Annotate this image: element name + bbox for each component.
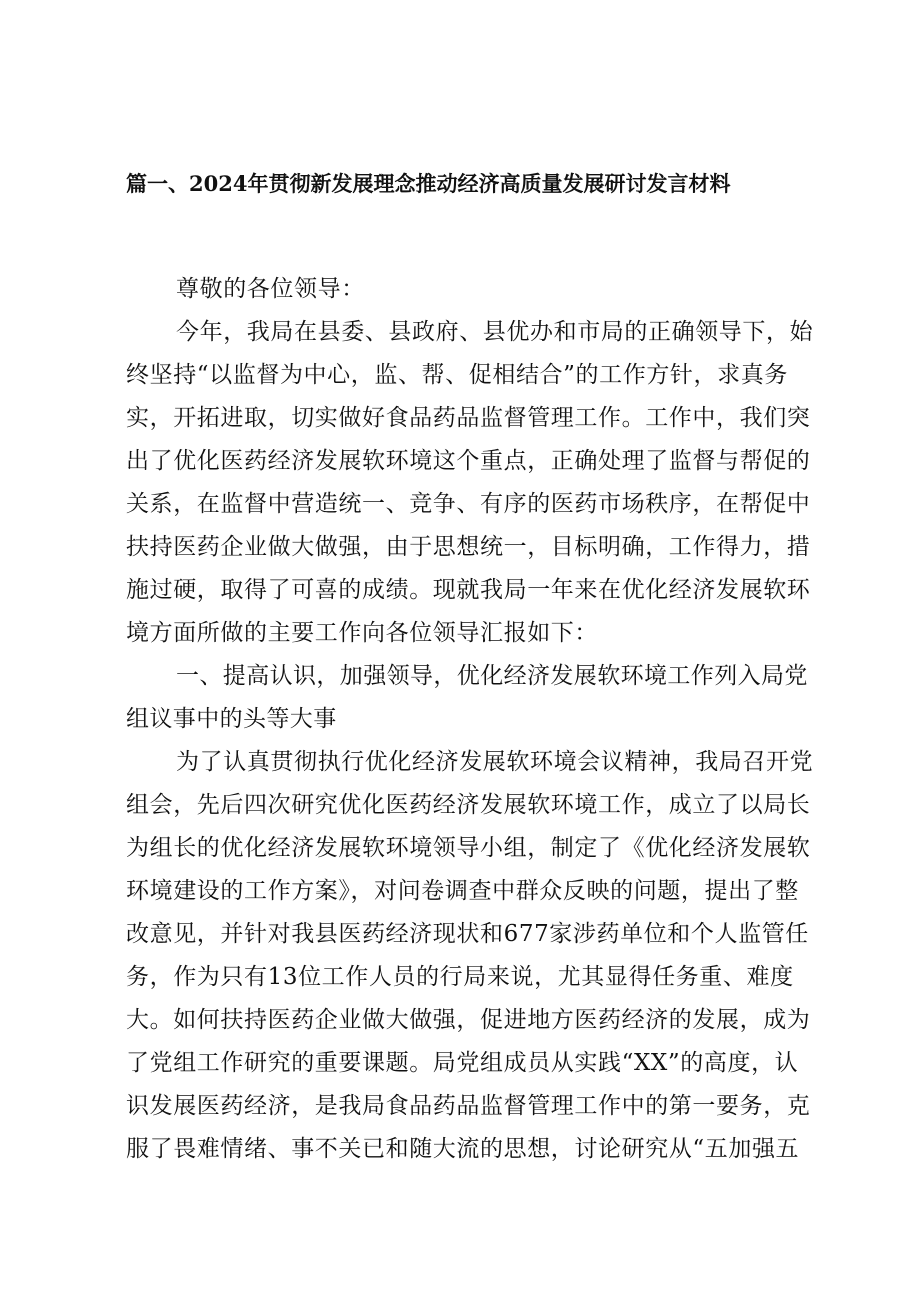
- paragraph-line: 大。如何扶持医药企业做大做强，促进地方医药经济的发展，成为: [126, 1007, 811, 1033]
- paragraph-line: 改意见，并针对我县医药经济现状和677家涉药单位和个人监管任: [126, 921, 809, 947]
- paragraph-line: 境方面所做的主要工作向各位领导汇报如下：: [126, 620, 598, 646]
- paragraph-line: 扶持医药企业做大做强，由于思想统一，目标明确，工作得力，措: [126, 534, 811, 560]
- paragraph-line: 组会，先后四次研究优化医药经济发展软环境工作，成立了以局长: [126, 792, 811, 818]
- paragraph-line: 服了畏难情绪、事不关已和随大流的思想，讨论研究从“五加强五: [126, 1136, 800, 1162]
- section-heading-line: 组议事中的头等大事: [126, 706, 337, 732]
- paragraph-line: 出了优化医药经济发展软环境这个重点，正确处理了监督与帮促的: [126, 448, 811, 474]
- paragraph-line: 施过硬，取得了可喜的成绩。现就我局一年来在优化经济发展软环: [126, 577, 811, 603]
- paragraph-line: 实，开拓进取，切实做好食品药品监督管理工作。工作中，我们突: [126, 405, 811, 431]
- paragraph-line: 终坚持“以监督为中心，监、帮、促相结合”的工作方针，求真务: [126, 362, 788, 388]
- paragraph-line: 务，作为只有13位工作人员的行局来说，尤其显得任务重、难度: [126, 964, 794, 990]
- document-title: 篇一、2024年贯彻新发展理念推动经济高质量发展研讨发言材料: [126, 171, 731, 196]
- paragraph-line: 关系，在监督中营造统一、竞争、有序的医药市场秩序，在帮促中: [126, 491, 811, 517]
- salutation: 尊敬的各位领导：: [176, 276, 365, 302]
- section-heading-line: 一、提高认识，加强领导，优化经济发展软环境工作列入局党: [176, 663, 808, 689]
- paragraph-line: 了党组工作研究的重要课题。局党组成员从实践“XX”的高度，认: [126, 1050, 799, 1076]
- paragraph-line: 环境建设的工作方案》，对问卷调查中群众反映的问题，提出了整: [126, 878, 799, 904]
- paragraph-line: 为组长的优化经济发展软环境领导小组，制定了《优化经济发展软: [126, 835, 811, 861]
- paragraph-line: 为了认真贯彻执行优化经济发展软环境会议精神，我局召开党: [176, 749, 814, 775]
- paragraph-line: 识发展医药经济，是我局食品药品监督管理工作中的第一要务，克: [126, 1093, 811, 1119]
- paragraph-line: 今年，我局在县委、县政府、县优办和市局的正确领导下，始: [176, 319, 814, 345]
